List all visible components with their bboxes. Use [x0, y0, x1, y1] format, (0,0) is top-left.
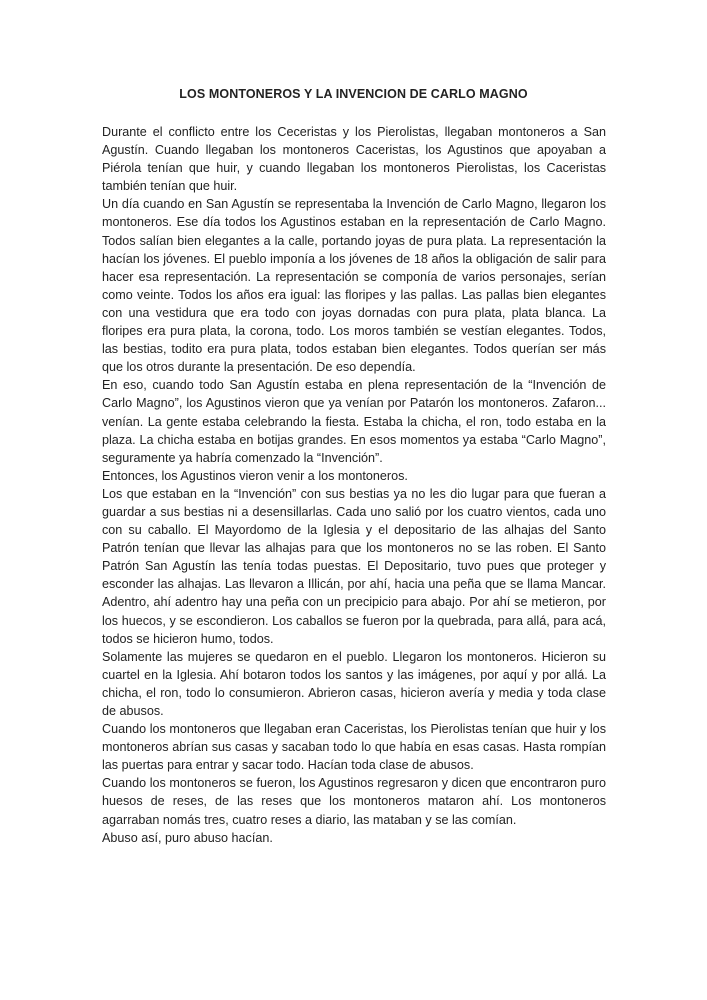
- paragraph: Abuso así, puro abuso hacían.: [102, 830, 273, 845]
- document-body: [102, 123, 606, 847]
- document-title: LOS MONTONEROS Y LA INVENCION DE CARLO MAGNO: [179, 87, 528, 101]
- paragraph: Entonces, los Agustinos vieron venir a los montoneros.: [102, 468, 408, 483]
- paragraph: Los que estaban en la “Invención” con sus bestias ya no les dio lugar para que fueran a guardar a sus bestias ni a desensillarlas. Cada uno salió por los cuatro vientos, cada uno con su caballo. El Mayordomo de la Iglesia y el depositario de las alhajas del Santo Patrón tenían que llevar las alhajas para que los montoneros no se las roben. El Santo Patrón San Agustín las tenía todas puestas. El Depositario, tuvo pues que proteger y esconder las alhajas. Las llevaron a Illicán, por ahí, hacia una peña que se llama Mancar. Adentro, ahí adentro hay una peña con un precipicio para abajo. Por ahí se metieron, por los huecos, y se escondieron. Los caballos se fueron por la quebrada, para allá, para acá, todos se hicieron humo, todos.: [102, 486, 606, 646]
- paragraph: En eso, cuando todo San Agustín estaba en plena representación de la “Invención de Carlo Magno”, los Agustinos vieron que ya venían por Patarón los montoneros. Zafaron... venían. La gente estaba celebrando la fiesta. Estaba la chicha, el ron, todo estaba en la plaza. La chicha estaba en botijas grandes. En esos momentos ya estaba “Carlo Magno”, seguramente ya habría comenzado la “Invención”.: [102, 378, 606, 465]
- paragraph: Un día cuando en San Agustín se representaba la Invención de Carlo Magno, llegaron los montoneros. Ese día todos los Agustinos estaban en la representación de Carlo Magno. Todos salían bien elegantes a la calle, portando joyas de pura plata. La representación la hacían los jóvenes. El pueblo imponía a los jóvenes de 18 años la obligación de salir para hacer esa representación. La representación se componía de varios personajes, serían como veinte. Todos los años era igual: las floripes y las pallas. Las pallas bien elegantes con una vestidura que era todo con joyas dornadas con pura plata, plata blanca. La floripes era pura plata, la corona, todo. Los moros también se vestían elegantes. Todos, las bestias, todito era pura plata, todos estaban bien elegantes. Todos querían ser más que los otros durante la presentación. De eso dependía.: [102, 197, 606, 375]
- paragraph: Durante el conflicto entre los Ceceristas y los Pierolistas, llegaban montoneros a San Agustín. Cuando llegaban los montoneros Caceristas, los Agustinos que apoyaban a Piérola tenían que huir, y cuando llegaban los montoneros Pierolistas, los Caceristas también tenían que huir.: [102, 125, 606, 194]
- paragraph: Solamente las mujeres se quedaron en el pueblo. Llegaron los montoneros. Hicieron su cuartel en la Iglesia. Ahí botaron todos los santos y las imágenes, por aquí y por allá. La chicha, el ron, todo lo consumieron. Abrieron casas, hicieron avería y media y toda clase de abusos.: [102, 649, 606, 718]
- paragraph: Cuando los montoneros se fueron, los Agustinos regresaron y dicen que encontraron puro huesos de reses, de las reses que los montoneros mataron ahí. Los montoneros agarraban nomás tres, cuatro reses a diario, las mataban y se las comían.: [102, 776, 606, 827]
- paragraph: Cuando los montoneros que llegaban eran Caceristas, los Pierolistas tenían que huir y los montoneros abrían sus casas y sacaban todo lo que había en esas casas. Hasta rompían las puertas para entrar y sacar todo. Hacían toda clase de abusos.: [102, 722, 606, 773]
